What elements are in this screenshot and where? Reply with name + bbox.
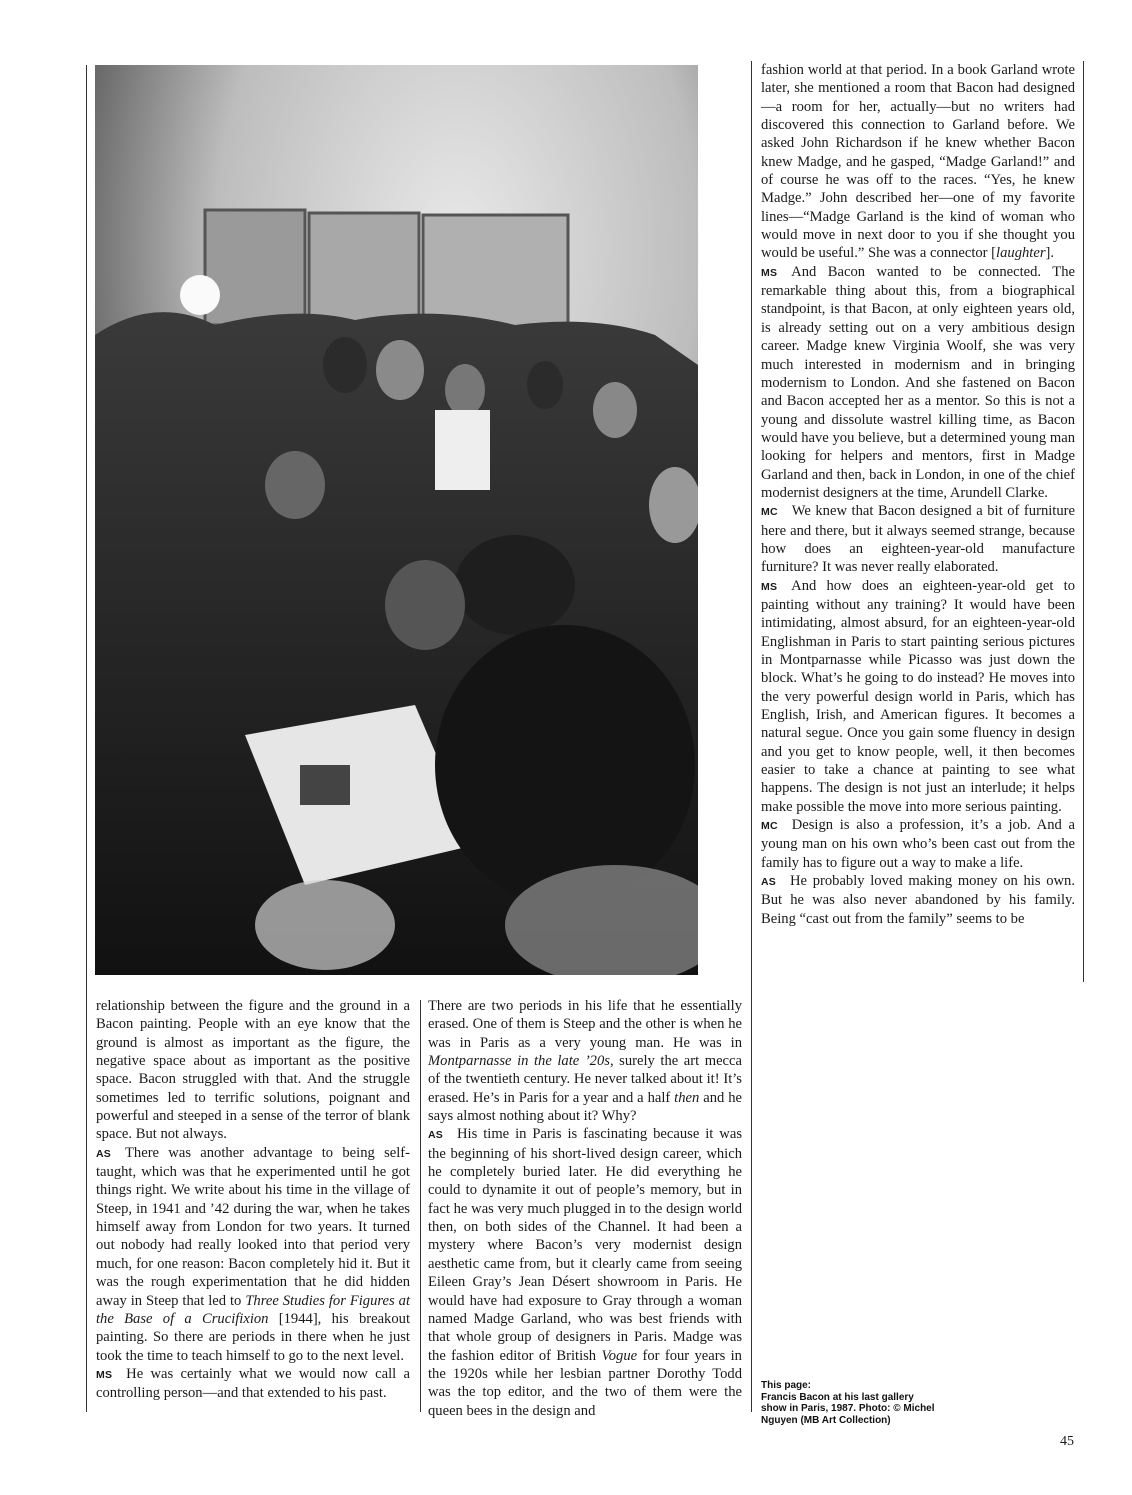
paragraph-text: We knew that Bacon designed a bit of furniture here and there, but it always seemed strange, because how does an eighteen-year-old manufacture furniture? It was never really elaborated. [761, 503, 1075, 576]
paragraph [761, 502, 1075, 576]
speaker-label: MC [761, 820, 778, 833]
paragraph [428, 1125, 742, 1420]
column-rule-right [751, 61, 752, 1412]
paragraph [761, 816, 1075, 872]
paragraph [761, 872, 1075, 928]
italic-text: laughter [996, 245, 1046, 262]
speaker-label: AS [428, 1129, 443, 1142]
paragraph-text: Design is also a profession, it’s a job. And a young man on his own who’s been cast out from the family has to figure out a way to make a life. [761, 817, 1075, 871]
paragraph-text: There was another advantage to being self-taught, which was that he experimented until he got things right. We write about his time in the village of Steep, in 1941 and ’42 during the war, when he takes himself away from London for two years. It turned out nobody had really looked into that period very much, for one reason: Bacon completely hid it. But it was the rough experimentation that he did hidden away in Steep that led to [96, 1144, 410, 1309]
paragraph [761, 61, 1075, 263]
triptych-paintings [205, 210, 568, 330]
column-rule-left [86, 65, 87, 1412]
column-rule-middle [420, 1000, 421, 1412]
paragraph-text: And how does an eighteen-year-old get to painting without any training? It would have been intimidating, almost absurd, for an eighteen-year-old Englishman in Paris to start painting serious pictures in Montparnasse while Picasso was just down the block. What’s he going to do instead? He moves into the very powerful design world in Paris, which has English, Irish, and American figures. It becomes a natural segue. Once you gain some fluency in design and you get to know people, well, it then becomes easier to take a chance at painting to see what happens. The design is not just an interlude; it helps make possible the move into more serious painting. [761, 577, 1075, 815]
paragraph [96, 1365, 410, 1403]
paragraph-text: relationship between the figure and the ground in a Bacon painting. People with an eye know that the ground is almost as important as the figure, the negative space about as important as the positive space. Bacon struggled with that. And the struggle sometimes led to terrific solutions, poignant and powerful and steeped in a sense of the terror of blank space. But not always. [96, 998, 410, 1143]
italic-text: Vogue [601, 1347, 638, 1364]
paragraph [761, 577, 1075, 816]
caption-label: This page: [761, 1380, 812, 1391]
paragraph [428, 997, 742, 1125]
text-column-right [761, 61, 1075, 928]
paragraph-text: for four years in the 1920s while her lesbian partner Dorothy Todd was the top editor, and the two of them were the queen bees in the design and [428, 1347, 742, 1419]
paragraph-text: ]. [1045, 245, 1055, 262]
paragraph-text: , surely the art mecca of the twentieth century. He never talked about it! It’s erased. He’s in Paris for a year and a half [428, 1053, 742, 1106]
text-column-left [96, 997, 410, 1403]
speaker-label: MS [96, 1368, 113, 1381]
photo-illustration [95, 65, 698, 975]
paragraph-text: He was certainly what we would now call a controlling person—and that extended to his past. [96, 1365, 410, 1402]
paragraph-text: His time in Paris is fascinating because it was the beginning of his short-lived design career, which he completely buried later. He did everything he could to dynamite it out of people’s memory, but in fact he was very much plugged in to the design world then, on both sides of the Channel. It had been a mystery where Bacon’s very modernist design aesthetic came from, but it clearly came from seeing Eileen Gray’s Jean Désert showroom in Paris. He would have had exposure to Gray through a woman named Madge Garland, who was best friends with that whole group of designers in Paris. Madge was the fashion editor of British [428, 1126, 742, 1364]
paragraph [761, 263, 1075, 502]
column-rule-far-right [1083, 61, 1084, 982]
paragraph-text: and he says almost nothing about it? Why? [428, 1089, 742, 1125]
caption-text: Francis Bacon at his last gallery show in Paris, 1987. Photo: © Michel Nguyen (MB Art Collection) [761, 1391, 935, 1426]
text-column-middle [428, 997, 742, 1420]
italic-text: Montparnasse in the late ’20s [428, 1053, 610, 1070]
speaker-label: MC [761, 506, 778, 519]
paragraph-text: And Bacon wanted to be connected. The remarkable thing about this, from a biographical standpoint, is that Bacon, at only eighteen years old, is already setting out on a very ambitious design career. Madge knew Virginia Woolf, she was very much interested in modernism and in bringing modernism to London. And she fastened on Bacon and Bacon accepted her as a mentor. So this is not a young and dissolute wastrel killing time, as Bacon would have you believe, but a determined young man looking for helpers and mentors, first in Madge Garland and then, back in London, in one of the chief modernist designers at the time, Arundell Clarke. [761, 263, 1075, 501]
page-number: 45 [1060, 1434, 1074, 1449]
paragraph-text: fashion world at that period. In a book Garland wrote later, she mentioned a room that Bacon had designed—a room for her, actually—but no writers had discovered this connection to Garland before. We asked John Richardson if he knew whether Bacon knew Madge, and he gasped, “Madge Garland!” and of course he was off to the races. “Yes, he knew Madge.” John described her—one of my favorite lines—“Madge Garland is the kind of woman who would move in next door to you if she thought you would be useful.” She was a connector [ [761, 62, 1075, 262]
speaker-label: MS [761, 580, 778, 593]
photo-caption [761, 1380, 941, 1426]
gallery-photo [95, 65, 698, 975]
paragraph-text: There are two periods in his life that he essentially erased. One of them is Steep and the other is when he was in Paris as a very young man. He was in [428, 998, 742, 1051]
speaker-label: AS [96, 1147, 111, 1160]
speaker-label: MS [761, 266, 778, 279]
italic-text: Three Studies for Figures at the Base of a Crucifixion [96, 1292, 410, 1327]
speaker-label: AS [761, 876, 776, 889]
paragraph-text: He probably loved making money on his own. But he was also never abandoned by his family. Being “cast out from the family” seems to be [761, 873, 1075, 927]
paragraph [96, 997, 410, 1144]
paragraph [96, 1144, 410, 1365]
italic-text: then [674, 1089, 700, 1106]
paragraph-text: [1944], his breakout painting. So there are periods in there when he just took the time to teach himself to go to the next level. [96, 1310, 410, 1364]
